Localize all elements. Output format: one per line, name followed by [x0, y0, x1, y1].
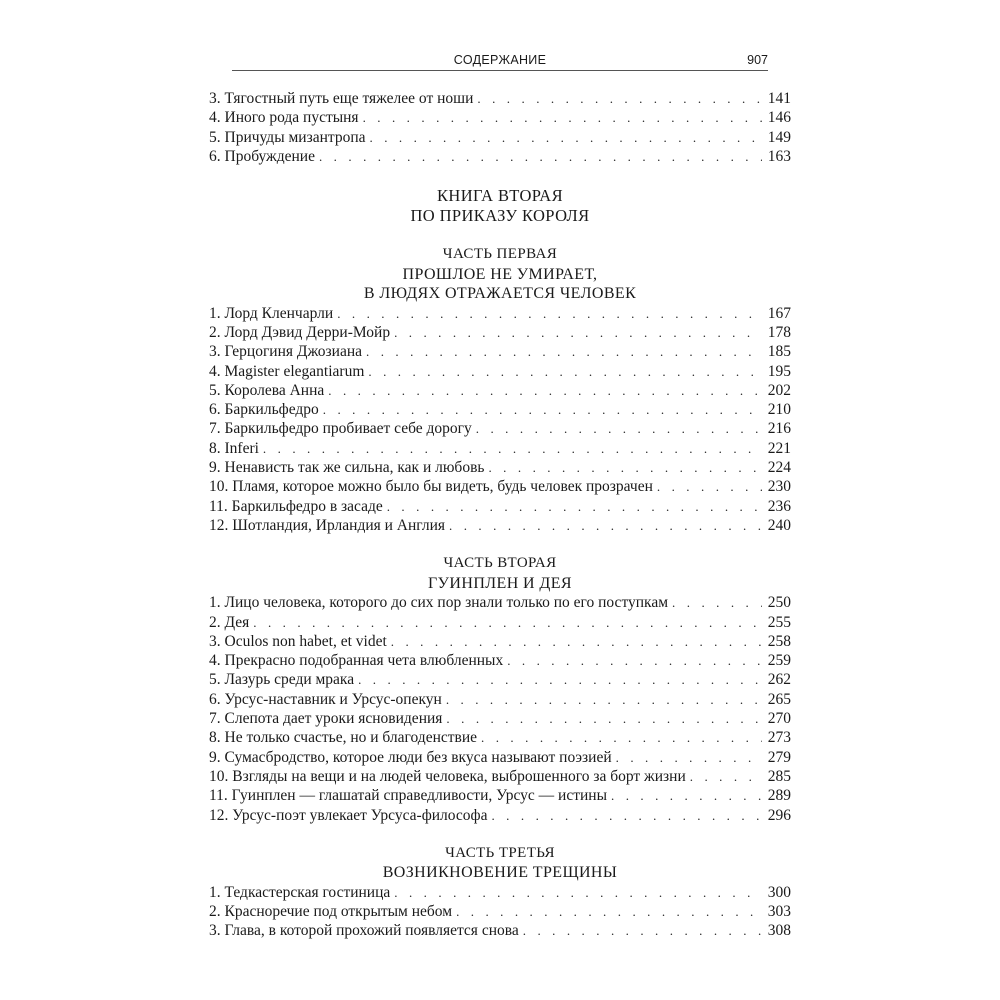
dot-leader	[394, 323, 762, 342]
toc-entry-title: 9. Сумасбродство, которое люди без вкуса называют поэзией	[209, 748, 612, 766]
toc-entry-title: 10. Пламя, которое можно было бы видеть, будь человек прозрачен	[209, 478, 653, 496]
toc-entry	[209, 323, 791, 342]
part-heading	[209, 245, 791, 304]
toc-entry-title: 9. Ненависть так же сильна, как и любовь	[209, 459, 485, 477]
toc-entry	[209, 921, 791, 940]
toc-entry-title: 8. Не только счастье, но и благоденствие	[209, 729, 478, 747]
toc-entry-title: 7. Баркильфедро пробивает себе дорогу	[209, 420, 472, 438]
part-title: ГУИНПЛЕН И ДЕЯ	[428, 574, 572, 592]
dot-leader	[387, 497, 762, 516]
toc-entry	[209, 89, 791, 108]
running-head	[232, 50, 768, 71]
toc-entry-page: 308	[767, 922, 791, 940]
toc-entry-title: 1. Тедкастерская гостиница	[209, 883, 391, 901]
toc-entry-page: 224	[767, 459, 791, 477]
toc-entry-page: 258	[767, 632, 791, 650]
dot-leader	[476, 419, 762, 438]
toc-entry-page: 250	[767, 594, 791, 612]
toc-entry	[209, 690, 791, 709]
toc-entry	[209, 362, 791, 381]
toc-entry-title: 11. Баркильфедро в засаде	[209, 497, 383, 515]
part-title: ПРОШЛОЕ НЕ УМИРАЕТ,	[402, 265, 598, 283]
toc-entry	[209, 786, 791, 805]
toc-entry-title: 6. Баркильфедро	[209, 401, 319, 419]
book-title: ПО ПРИКАЗУ КОРОЛЯ	[410, 206, 590, 226]
toc-entry-page: 185	[767, 343, 791, 361]
toc-entry-page: 240	[767, 516, 791, 534]
toc-entry	[209, 419, 791, 438]
toc-entry-title: 7. Слепота дает уроки ясновидения	[209, 710, 443, 728]
toc-entry-title: 5. Лазурь среди мрака	[209, 671, 355, 689]
toc-entry-page: 303	[767, 903, 791, 921]
dot-leader	[611, 786, 762, 805]
toc-entry	[209, 883, 791, 902]
table-of-contents	[209, 89, 791, 941]
toc-entry-title: 1. Лорд Кленчарли	[209, 304, 334, 322]
toc-entry	[209, 439, 791, 458]
toc-entry-page: 163	[767, 147, 791, 165]
toc-entry-page: 195	[767, 362, 791, 380]
dot-leader	[253, 613, 761, 632]
toc-entry	[209, 651, 791, 670]
toc-entry-title: 3. Герцогиня Джозиана	[209, 343, 363, 361]
part-label: ЧАСТЬ ВТОРАЯ	[443, 555, 557, 572]
toc-entry	[209, 128, 791, 147]
toc-entry-title: 12. Шотландия, Ирландия и Англия	[209, 516, 446, 534]
dot-leader	[337, 304, 762, 323]
part-title: ВОЗНИКНОВЕНИЕ ТРЕЩИНЫ	[382, 864, 618, 882]
toc-entry-title: 11. Гуинплен — глашатай справедливости, Урсус — истины	[209, 787, 607, 805]
toc-entry-page: 273	[767, 729, 791, 747]
dot-leader	[481, 728, 762, 747]
toc-entry-page: 210	[767, 401, 791, 419]
book-heading	[209, 186, 791, 226]
toc-entry-title: 6. Урсус-наставник и Урсус-опекун	[209, 690, 442, 708]
dot-leader	[488, 458, 761, 477]
toc-entry	[209, 632, 791, 651]
dot-leader	[446, 690, 762, 709]
toc-entry-title: 5. Королева Анна	[209, 381, 325, 399]
toc-entry-page: 167	[767, 304, 791, 322]
part-entry-list	[209, 304, 791, 536]
toc-entry-page: 300	[767, 883, 791, 901]
toc-entry-page: 279	[767, 748, 791, 766]
toc-entry	[209, 108, 791, 127]
toc-entry	[209, 767, 791, 786]
toc-entry-page: 221	[767, 439, 791, 457]
dot-leader	[328, 381, 761, 400]
toc-entry-title: 3. Oculos non habet, et videt	[209, 632, 387, 650]
dot-leader	[370, 128, 762, 147]
dot-leader	[323, 400, 762, 419]
toc-entry-title: 6. Пробуждение	[209, 147, 315, 165]
toc-entry-title: 3. Тягостный путь еще тяжелее от ноши	[209, 90, 474, 107]
toc-entry	[209, 400, 791, 419]
dot-leader	[363, 108, 762, 127]
toc-entry-title: 8. Inferi	[209, 439, 259, 457]
toc-entry-title: 4. Иного рода пустыня	[209, 109, 359, 127]
toc-entry	[209, 458, 791, 477]
toc-entry-page: 289	[767, 787, 791, 805]
dot-leader	[449, 516, 762, 535]
dot-leader	[368, 362, 761, 381]
dot-leader	[690, 767, 762, 786]
dot-leader	[394, 883, 761, 902]
toc-entry-title: 4. Прекрасно подобранная чета влюбленных	[209, 652, 504, 670]
toc-entry	[209, 516, 791, 535]
dot-leader	[616, 748, 762, 767]
toc-entry-title: 3. Глава, в которой прохожий появляется снова	[209, 922, 519, 940]
part-label: ЧАСТЬ ТРЕТЬЯ	[445, 844, 555, 861]
dot-leader	[319, 147, 762, 166]
toc-entry	[209, 381, 791, 400]
toc-entry-page: 202	[767, 381, 791, 399]
toc-entry-title: 5. Причуды мизантропа	[209, 128, 366, 146]
toc-entry	[209, 748, 791, 767]
toc-entry	[209, 593, 791, 612]
toc-entry	[209, 902, 791, 921]
toc-entry-page: 270	[767, 710, 791, 728]
dot-leader	[391, 632, 762, 651]
dot-leader	[358, 670, 762, 689]
dot-leader	[523, 921, 762, 940]
toc-entry-page: 285	[767, 767, 791, 785]
dot-leader	[263, 439, 762, 458]
toc-entry-page: 178	[767, 323, 791, 341]
toc-entry-page: 255	[767, 613, 791, 631]
toc-entry	[209, 147, 791, 166]
toc-entry	[209, 304, 791, 323]
toc-entry-title: 1. Лицо человека, которого до сих пор знали только по его поступкам	[209, 594, 669, 612]
dot-leader	[456, 902, 762, 921]
book-number: КНИГА ВТОРАЯ	[437, 186, 563, 206]
toc-entry	[209, 806, 791, 825]
part-heading	[209, 844, 791, 883]
dot-leader	[446, 709, 761, 728]
part-entry-list	[209, 883, 791, 941]
page-number: 907	[747, 53, 768, 67]
dot-leader	[672, 593, 762, 612]
toc-entry-page: 265	[767, 690, 791, 708]
dot-leader	[491, 806, 761, 825]
part-heading	[209, 554, 791, 593]
toc-entry-page: 262	[767, 671, 791, 689]
toc-entry-page: 259	[767, 652, 791, 670]
toc-entry	[209, 613, 791, 632]
toc-entry-title: 12. Урсус-поэт увлекает Урсуса-философа	[209, 806, 488, 824]
dot-leader	[366, 342, 762, 361]
part-title: В ЛЮДЯХ ОТРАЖАЕТСЯ ЧЕЛОВЕК	[363, 285, 637, 303]
toc-entry-title: 10. Взгляды на вещи и на людей человека, выброшенного за борт жизни	[209, 767, 686, 785]
dot-leader	[477, 89, 761, 108]
toc-entry-page: 146	[767, 109, 791, 127]
part-label: ЧАСТЬ ПЕРВАЯ	[442, 246, 558, 263]
toc-entry-page: 149	[767, 128, 791, 146]
dot-leader	[507, 651, 762, 670]
toc-entry-title: 2. Дея	[209, 613, 250, 631]
toc-entry-title: 2. Красноречие под открытым небом	[209, 903, 453, 921]
toc-entry-page: 236	[767, 497, 791, 515]
toc-entry	[209, 728, 791, 747]
toc-entry-page: 296	[767, 806, 791, 824]
toc-entry-title: 4. Magister elegantiarum	[209, 362, 365, 380]
part-entry-list	[209, 593, 791, 825]
toc-entry-title: 2. Лорд Дэвид Дерри-Мойр	[209, 323, 391, 341]
dot-leader	[657, 477, 762, 496]
toc-entry	[209, 477, 791, 496]
toc-entry	[209, 342, 791, 361]
toc-entry-page: 216	[767, 420, 791, 438]
toc-entry-page: 230	[767, 478, 791, 496]
running-head-title: СОДЕРЖАНИЕ	[453, 53, 547, 67]
toc-entry	[209, 709, 791, 728]
intro-entry-list	[209, 89, 791, 166]
toc-entry-page: 141	[767, 90, 791, 107]
toc-entry	[209, 670, 791, 689]
toc-entry	[209, 497, 791, 516]
